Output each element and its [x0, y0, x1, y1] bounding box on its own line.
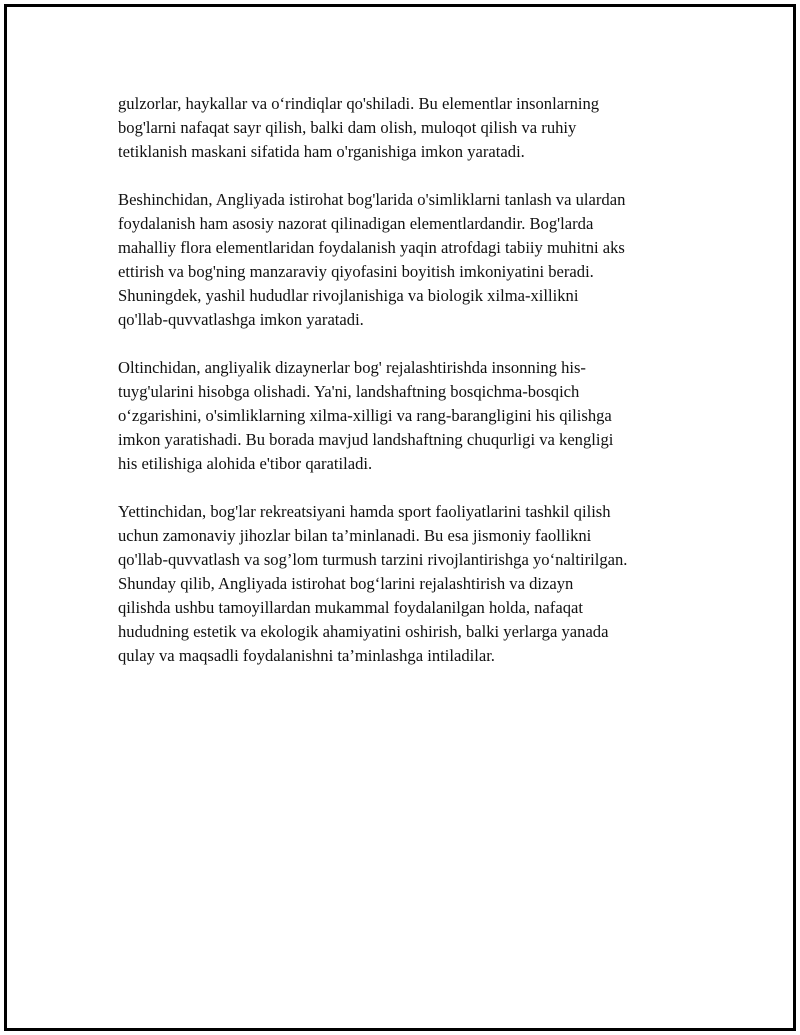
document-body: [118, 92, 693, 692]
text-line: ettirish va bog'ning manzaraviy qiyofasini boyitish imkoniyatini beradi.: [118, 262, 594, 281]
text-line: his etilishiga alohida e'tibor qaratiladi.: [118, 454, 373, 473]
paragraph-3: [118, 356, 693, 476]
text-line: o‘zgarishini, o'simliklarning xilma-xilligi va rang-barangligini his qilishga: [118, 406, 612, 425]
text-line: gulzorlar, haykallar va o‘rindiqlar qo'shiladi. Bu elementlar insonlarning: [118, 94, 600, 113]
text-line: qo'llab-quvvatlashga imkon yaratadi.: [118, 310, 364, 329]
text-line: Oltinchidan, angliyalik dizaynerlar bog' rejalashtirishda insonning his-: [118, 358, 586, 377]
text-line: mahalliy flora elementlaridan foydalanish yaqin atrofdagi tabiiy muhitni aks: [118, 238, 625, 257]
text-line: hududning estetik va ekologik ahamiyatini oshirish, balki yerlarga yanada: [118, 622, 609, 641]
text-line: Beshinchidan, Angliyada istirohat bog'larida o'simliklarni tanlash va ulardan: [118, 190, 626, 209]
text-line: Shunday qilib, Angliyada istirohat bog‘larini rejalashtirish va dizayn: [118, 574, 574, 593]
text-line: qo'llab-quvvatlash va sog’lom turmush tarzini rivojlantirishga yo‘naltirilgan.: [118, 550, 628, 569]
text-line: foydalanish ham asosiy nazorat qilinadigan elementlardandir. Bog'larda: [118, 214, 594, 233]
text-line: Yettinchidan, bog'lar rekreatsiyani hamda sport faoliyatlarini tashkil qilish: [118, 502, 611, 521]
text-line: qulay va maqsadli foydalanishni ta’minlashga intiladilar.: [118, 646, 495, 665]
text-line: tuyg'ularini hisobga olishadi. Ya'ni, landshaftning bosqichma-bosqich: [118, 382, 580, 401]
text-line: Shuningdek, yashil hududlar rivojlanishiga va biologik xilma-xillikni: [118, 286, 579, 305]
paragraph-4: [118, 500, 693, 668]
text-line: imkon yaratishadi. Bu borada mavjud landshaftning chuqurligi va kengligi: [118, 430, 614, 449]
paragraph-1: [118, 92, 693, 164]
text-line: tetiklanish maskani sifatida ham o'rganishiga imkon yaratadi.: [118, 142, 525, 161]
text-line: qilishda ushbu tamoyillardan mukammal foydalanilgan holda, nafaqat: [118, 598, 583, 617]
text-line: uchun zamonaviy jihozlar bilan ta’minlanadi. Bu esa jismoniy faollikni: [118, 526, 592, 545]
text-line: bog'larni nafaqat sayr qilish, balki dam olish, muloqot qilish va ruhiy: [118, 118, 577, 137]
paragraph-2: [118, 188, 693, 332]
